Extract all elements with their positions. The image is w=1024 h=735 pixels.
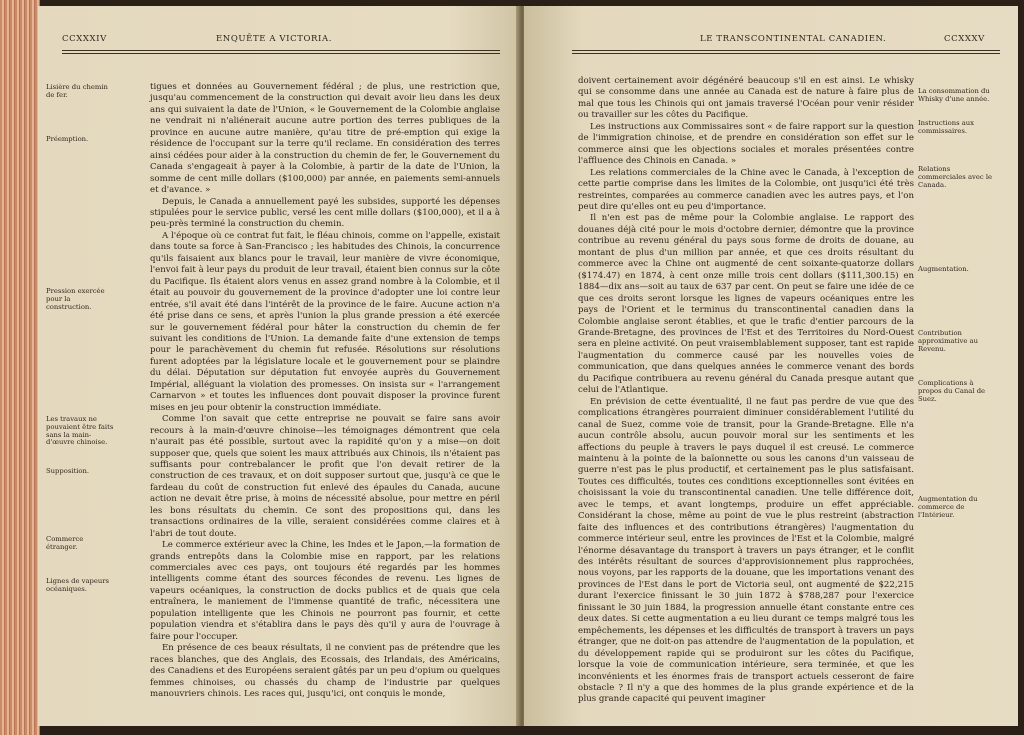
paragraph: Comme l'on savait que cette entreprise ne pouvait se faire sans avoir recours à la main-d'œuvre chinoise—les témoignages démontrent que cela n'aurait pas été possible, surtout avec la rapidité qu'on y a mise—on doit supposer que, quels que soient les maux attribués aux Chinois, ils n'étaient pas suffisants pour contrebalancer le profit que l'on devait retirer de la construction de ces travaux, et on doit supposer surtout que, jusqu'à ce que le fardeau du coût de construction fut enlevé des épaules du Canada, aucune action ne devait être prise, à moins de nécessité absolue, pour mettre en péril les bons résultats du chemin. Ce sont des propositions qui, dans les transactions ordinaires de la ville, seraient considérées comme claires et à l'abri de tout doute.	[150, 414, 500, 539]
sidenote: La consommation du Whisky d'une année.	[918, 87, 990, 103]
sidenote: Augmentation du commerce de l'Intérieur.	[918, 495, 978, 519]
paragraph: Les relations commerciales de la Chine avec le Canada, à l'exception de cette partie comprise dans les limites de la Colombie, ont jusqu'ici été très restreintes, comparées au commerce canadien avec les autres pays, et l'on peut dire qu'elles ont eu peu d'importance.	[578, 167, 914, 212]
right-page-number: CCXXXV	[944, 34, 985, 44]
left-body-text	[150, 82, 500, 700]
paragraph: Le commerce extérieur avec la Chine, les Indes et le Japon,—la formation de grands entrepôts dans la Colombie mise en rapport, par les relations commerciales avec ces pays, ont toujours été regardés par les hommes intelligents comme étant des sources fécondes de revenu. Les lignes de vapeurs océaniques, la construction de docks publics et de quais que cela entraînera, le maniement de l'immense quantité de trafic, nécessitera une population intelligente que les Chinois ne pourront pas fournir, et cette population viendra et s'établira dans le pays dès qu'il y aura de l'ouvrage à faire pour l'occuper.	[150, 540, 500, 642]
book-page-edges	[0, 0, 40, 735]
sidenote: Les travaux ne pouvaient être faits sans la main-d'œuvre chinoise.	[46, 415, 114, 447]
sidenote: Pression exercée pour la construction.	[46, 287, 105, 311]
paragraph: Il n'en est pas de même pour la Colombie anglaise. Le rapport des douanes déjà cité pour le mois d'octobre dernier, démontre que la province contribue au revenu général du pays sous forme de droits de douane, au montant de plus d'un million par année, et que ces droits résultant du commerce avec la Chine ont augmenté de cent soixante-quatorze dollars ($174.47) en 1874, à cent onze mille trois cent dollars ($111,300.15) en 1884—dix ans—soit au taux de 637 par cent. On peut se faire une idée de ce que ces droits seront lorsque les lignes de vapeurs océaniques entre les pays de l'Orient et le terminus du transcontinental canadien dans la Colombie anglaise seront établies, et que le trafic d'entier parcours de la Grande-Bretagne, des provinces de l'Est et des Territoires du Nord-Ouest sera en pleine activité. On peut vraisemblablement supposer, tant est rapide l'augmentation du commerce causé par les nouvelles voies de communication, que dans quelques années le commerce venant des bords du Pacifique contribuera au revenu général du Canada presque autant que celui de l'Atlantique.	[578, 213, 914, 396]
sidenote: Augmentation.	[918, 265, 969, 273]
paragraph: A l'époque où ce contrat fut fait, le fléau chinois, comme on l'appelle, existait dans toute sa force à San-Francisco ; les habitudes des Chinois, la concurrence qu'ils faisaient aux blancs pour le travail, leur manière de vivre économique, l'envoi fait à leur pays du produit de leur travail, étaient bien connus sur la côte du Pacifique. Ils étaient alors venus en assez grand nombre à la Colombie, et il était au pouvoir du gouvernement de la province d'adopter une loi contre leur entrée, s'il avait été dans l'intérêt de la province de le faire. Aucune action n'a été prise dans ce sens, et après l'union la plus grande pression a été exercée sur le gouvernement fédéral pour hâter la construction du chemin de fer suivant les conditions de l'Union. La demande faite d'une extension de temps pour le parachèvement du chemin fut refusée. Résolutions sur résolutions furent adoptées par la législature locale et le gouvernement pour se plaindre du délai. Députation sur députation fut envoyée auprès du Gouvernement Impérial, alléguant la violation des promesses. On insista sur « l'arrangement Carnarvon » et toutes les influences dont pouvait disposer la province furent mises en jeu pour obtenir la construction immédiate.	[150, 230, 500, 413]
paragraph: En présence de ces beaux résultats, il ne convient pas de prétendre que les races blanches, que des Anglais, des Ecossais, des Irlandais, des Américains, des Canadiens et des Européens seraient gâtés par un peu d'opium ou quelques femmes chinoises, ou chassés du champ de l'industrie par quelques manouvriers chinois. Les races qui, jusqu'ici, ont conquis le monde,	[150, 643, 500, 700]
right-page	[524, 6, 1018, 726]
sidenote: Relations commerciales avec le Canada.	[918, 165, 993, 189]
left-header-rule	[62, 50, 500, 51]
right-running-title: LE TRANSCONTINENTAL CANADIEN.	[700, 34, 887, 44]
right-header-rule-double	[572, 53, 1000, 54]
left-page	[38, 6, 520, 726]
paragraph: Depuis, le Canada a annuellement payé les subsides, supporté les dépenses stipulées pour le service public, versé les cent mille dollars ($100,000), et il a à peu-près terminé la construction du chemin.	[150, 196, 500, 230]
paragraph: tigues et données au Gouvernement fédéral ; de plus, une restriction que, jusqu'au commencement de la construction qui devait avoir lieu dans les deux ans qui suivaient la date de l'Union, « le Gouvernement de la Colombie anglaise ne vendrait ni n'aliénerait aucune autre portion des terres publiques de la province en aucune autre manière, qu'au titre de pré-emption qui exige la résidence de l'occupant sur la terre qu'il reclame. En considération des terres ainsi cédées pour aider à la construction du chemin de fer, le Gouvernement du Canada s'engageait à payer à la Colombie, à partir de la date de l'Union, la somme de cent mille dollars ($100,000) par année, en paiements semi-annuels et d'avance. »	[150, 82, 500, 196]
right-header-rule	[572, 50, 1000, 51]
sidenote: Préemption.	[46, 135, 89, 143]
paragraph: doivent certainement avoir dégénéré beaucoup s'il en est ainsi. Le whisky qui se consomme dans une année au Canada est de nature à faire plus de mal que tous les Chinois qui ont jamais traversé l'Océan pour venir résider ou travailler sur les côtes du Pacifique.	[578, 76, 914, 121]
sidenote: Lisière du chemin de fer.	[46, 83, 108, 99]
left-running-title: ENQUÊTE A VICTORIA.	[216, 34, 333, 44]
sidenote: Lignes de vapeurs océaniques.	[46, 577, 110, 593]
sidenote: Supposition.	[46, 467, 90, 475]
sidenote: Contribution approximative au Revenu.	[918, 329, 978, 353]
sidenote: Instructions aux commissaires.	[918, 119, 975, 135]
left-page-number: CCXXXIV	[62, 34, 107, 44]
sidenote: Complications à propos du Canal de Suez.	[918, 379, 986, 403]
left-header-rule-double	[62, 53, 500, 54]
paragraph: Les instructions aux Commissaires sont « de faire rapport sur la question de l'immigration chinoise, et de prendre en considération son effet sur le commerce ainsi que les objections sociales et morales présentées contre l'affluence des Chinois en Canada. »	[578, 121, 914, 167]
sidenote: Commerce étranger.	[46, 535, 84, 551]
paragraph: En prévision de cette éventualité, il ne faut pas perdre de vue que des complications étrangères pourraient diminuer considérablement l'utilité du canal de Suez, comme voie de transit, pour la Grande-Bretagne. Elle n'a aucun contrôle absolu, aucun pouvoir moral sur les sentiments et les affections du peuple à travers le pays duquel il est creusé. Le commerce maintenu à la pointe de la baïonnette ou sous les canons d'un vaisseau de guerre n'est pas le plus productif, et certainement pas le plus satisfaisant. Toutes ces difficultés, toutes ces conditions exceptionnelles sont évitées en choisissant la voie du transcontinental canadien. Une telle différence doit, avec le temps, et avant longtemps, produire un effet appréciable. Considérant la chose, même au point de vue le plus restreint (abstraction faite des influences et des contributions étrangères) l'augmentation du commerce intérieur seul, entre les provinces de l'Est et la Colombie, malgré l'énorme désavantage du transport à travers un pays étranger, et le conflit des intérêts résultant de sources d'approvisionnement plus rapprochées, nous voyons, par les rapports de la douane, que les importations venant des provinces de l'Est dans le port de Victoria seul, ont augmenté de $22,215 durant l'exercice finissant le 30 juin 1872 à $788,287 pour l'exercice finissant le 30 juin 1884, la progression annuelle étant constante entre ces deux dates. Si cette augmentation a eu lieu durant ce temps malgré tous les empêchements, les dépenses et les difficultés de transport à travers un pays étranger, que ne doit-on pas attendre de l'augmentation de la population, et du développement rapide qui se produiront sur les côtes du Pacifique, lorsque la voie de communication intérieure, sera terminée, et que les inconvénients et les énormes frais de transport actuels cesseront de faire obstacle ? Il n'y a que des hommes de la plus grande expérience et de la plus grande capacité qui peuvent imaginer	[578, 396, 914, 705]
left-sidenotes	[46, 60, 134, 620]
right-sidenotes	[918, 60, 1006, 620]
right-body-text	[578, 76, 914, 706]
